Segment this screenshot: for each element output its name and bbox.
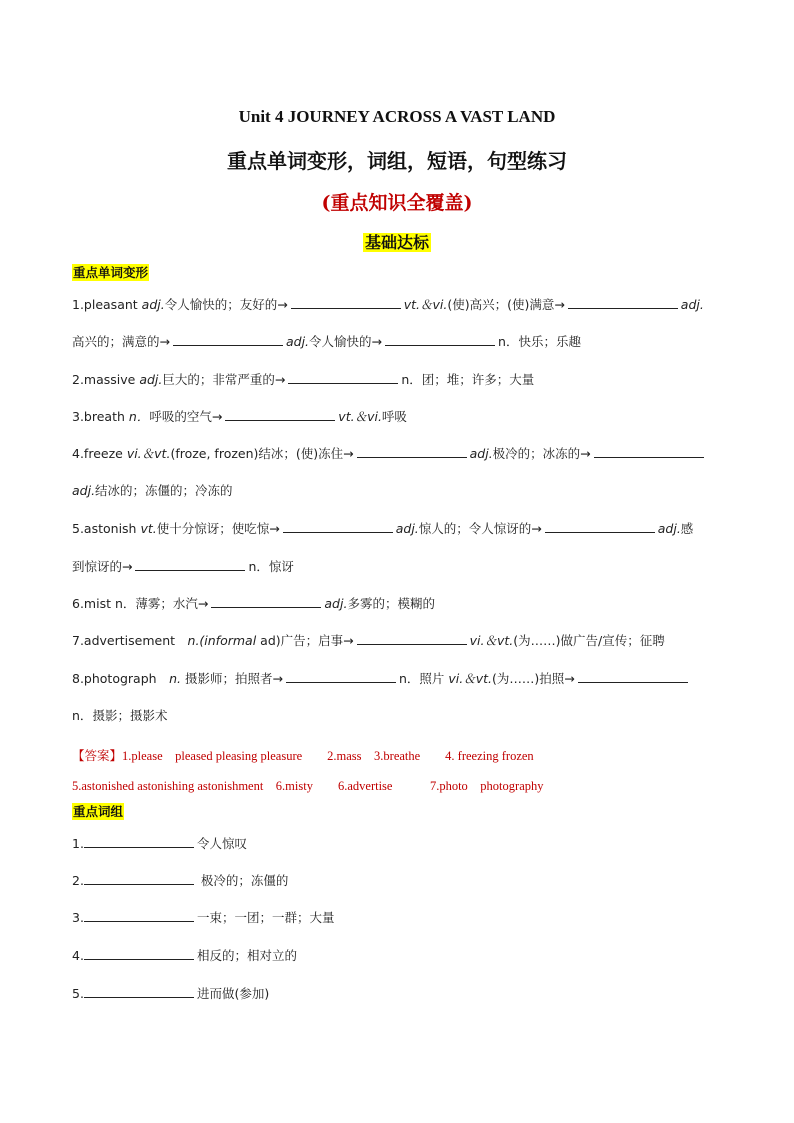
word-line-4a: 4.freeze vi.＆vt.(froze, frozen)结冰；(使)冻住→ adj.极冷的；冰冻的→	[72, 444, 732, 462]
phrase-line-4: 4. 相反的；相对立的	[72, 948, 297, 963]
unit-title: Unit 4 JOURNEY ACROSS A VAST LAND	[238, 107, 556, 126]
word-line-2: 2.massive adj.巨大的；非常严重的→ n．团；堆；许多；大量	[72, 372, 535, 387]
coverage-note: (重点知识全覆盖)	[321, 192, 473, 214]
word-line-3: 3.breath n．呼吸的空气→ vt.＆vi.呼吸	[72, 409, 407, 424]
answer-blank[interactable]	[225, 407, 335, 421]
word-line-8b: n．摄影；摄影术	[72, 708, 168, 723]
answer-blank[interactable]	[568, 295, 678, 309]
answer-blank[interactable]	[84, 908, 194, 922]
answer-blank[interactable]	[84, 946, 194, 960]
word-line-5b: 到惊讶的→ n．惊讶	[72, 559, 294, 574]
exercise-subtitle: 重点单词变形，词组，短语，句型练习	[227, 149, 567, 173]
answer-label: 【答案】	[72, 748, 123, 763]
answer-blank[interactable]	[283, 519, 393, 533]
answer-line-2: 5.astonished astonishing astonishment 6.misty 6.advertise 7.photo photography	[72, 779, 544, 793]
word-line-1a: 1.pleasant adj.令人愉快的；友好的→ vt.＆vi.(使)高兴；(使)满意→ adj.	[72, 297, 704, 312]
level-heading: 基础达标	[364, 233, 429, 252]
section-heading-words: 重点单词变形	[73, 265, 149, 280]
phrase-line-1: 1. 令人惊叹	[72, 836, 247, 851]
word-line-1b: 高兴的；满意的→ adj.令人愉快的→ n．快乐；乐趣	[72, 334, 581, 349]
answer-blank[interactable]	[286, 669, 396, 683]
word-line-5a: 5.astonish vt.使十分惊讶；使吃惊→ adj.惊人的；令人惊讶的→ adj.感	[72, 521, 694, 536]
answer-line-1: 【答案】1.please pleased pleasing pleasure 2.mass 3.breathe 4. freezing frozen	[72, 748, 534, 763]
phrase-line-5: 5. 进而做(参加)	[72, 986, 270, 1001]
answer-blank[interactable]	[84, 834, 194, 848]
phrase-line-3: 3. 一束；一团；一群；大量	[72, 910, 335, 925]
answer-blank[interactable]	[357, 631, 467, 645]
answer-blank[interactable]	[84, 984, 194, 998]
phrase-line-2: 2. 极冷的；冻僵的	[72, 873, 289, 888]
answer-blank[interactable]	[173, 332, 283, 346]
answer-blank[interactable]	[545, 519, 655, 533]
answer-blank[interactable]	[357, 444, 467, 458]
answer-blank[interactable]	[594, 444, 704, 458]
section-heading-phrases: 重点词组	[73, 804, 124, 819]
word-line-8a: 8.photograph n. 摄影师；拍照者→ n．照片 vi.＆vt.(为……)拍照→	[72, 669, 732, 687]
word-line-4b: adj.结冰的；冻僵的；冷冻的	[72, 483, 233, 498]
answer-blank[interactable]	[84, 871, 194, 885]
level-heading-wrap	[0, 230, 794, 253]
word-line-6: 6.mist n．薄雾；水汽→ adj.多雾的；模糊的	[72, 596, 435, 611]
answer-blank[interactable]	[578, 669, 688, 683]
answer-blank[interactable]	[211, 594, 321, 608]
answer-blank[interactable]	[288, 370, 398, 384]
word-line-7: 7.advertisement n.(informal ad)广告；启事→ vi.＆vt.(为……)做广告/宣传；征聘	[72, 633, 665, 648]
answer-blank[interactable]	[291, 295, 401, 309]
answer-blank[interactable]	[385, 332, 495, 346]
answer-blank[interactable]	[135, 557, 245, 571]
